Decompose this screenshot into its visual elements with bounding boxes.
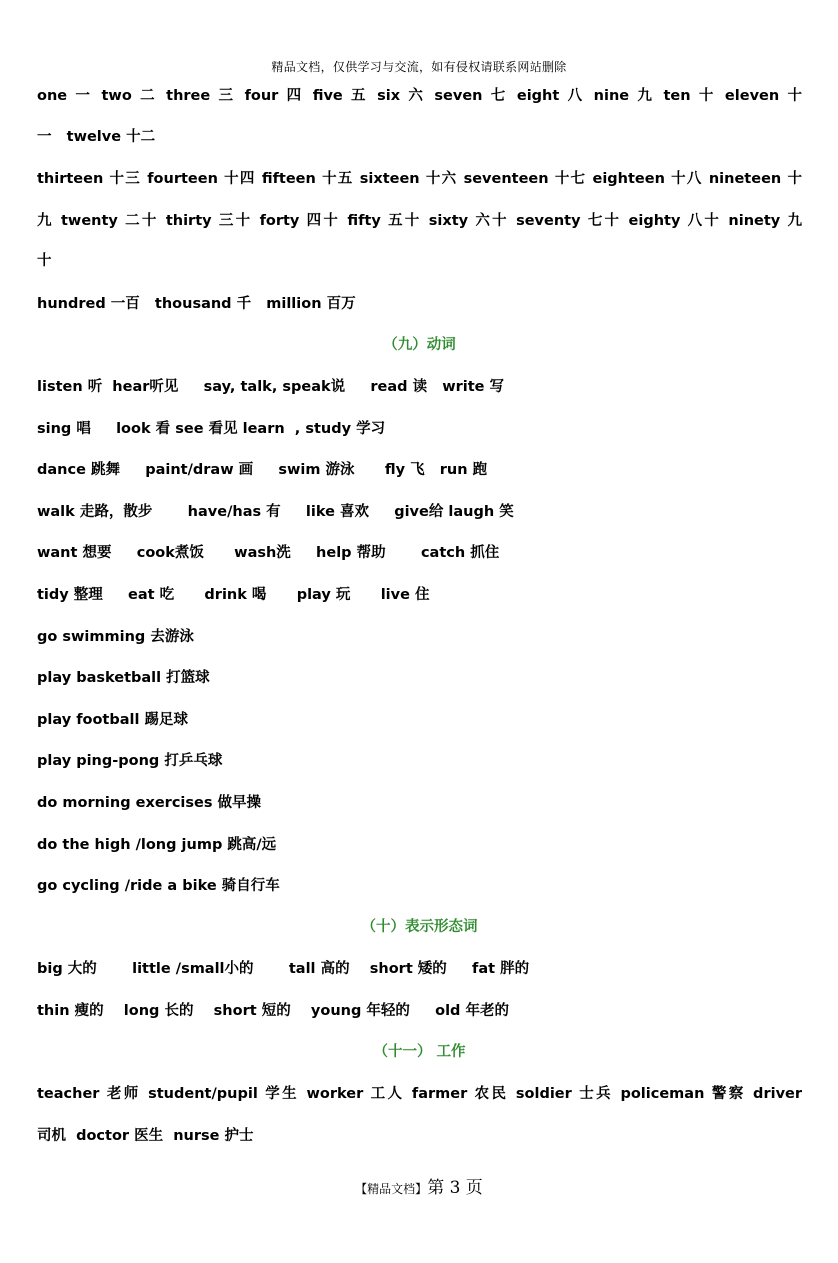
verbs-line-8: play basketball 打篮球: [37, 670, 210, 686]
verbs-line-3: dance 跳舞 paint/draw 画 swim 游泳 fly 飞 run 跑: [37, 462, 488, 478]
numbers-line-1: one 一 two 二 three 三 four 四 five 五 six 六 seven 七 eight 八 nine 九 ten 十 eleven 十: [37, 88, 802, 104]
verbs-line-11: do morning exercises 做早操: [37, 795, 262, 811]
verbs-line-7: go swimming 去游泳: [37, 629, 194, 645]
numbers-line-2: 一 twelve 十二: [37, 129, 156, 145]
numbers-line-6: hundred 一百 thousand 千 million 百万: [37, 296, 356, 312]
verbs-line-5: want 想要 cook煮饭 wash洗 help 帮助 catch 抓住: [37, 545, 500, 561]
document-header: 精品文档，仅供学习与交流，如有侵权请联系网站删除: [271, 60, 567, 74]
adjectives-line-1: big 大的 little /small小的 tall 高的 short 矮的 fat 胖的: [37, 961, 530, 977]
footer-tag: 【精品文档】: [355, 1182, 428, 1196]
verbs-line-1: listen 听 hear听见 say, talk, speak说 read 读 write 写: [37, 379, 505, 395]
verbs-line-12: do the high /long jump 跳高/远: [37, 837, 277, 853]
verbs-line-10: play ping-pong 打乒乓球: [37, 753, 223, 769]
page-number: 第 3 页: [427, 1178, 483, 1198]
verbs-line-6: tidy 整理 eat 吃 drink 喝 play 玩 live 住: [37, 587, 430, 603]
jobs-line-2: 司机 doctor 医生 nurse 护士: [37, 1128, 254, 1144]
section-title-jobs: （十一） 工作: [373, 1044, 466, 1060]
verbs-line-13: go cycling /ride a bike 骑自行车: [37, 878, 280, 894]
numbers-line-3: thirteen 十三 fourteen 十四 fifteen 十五 sixteen 十六 seventeen 十七 eighteen 十八 nineteen 十: [37, 171, 802, 187]
verbs-line-4: walk 走路，散步 have/has 有 like 喜欢 give给 laugh 笑: [37, 504, 514, 520]
verbs-line-2: sing 唱 look 看 see 看见 learn , study 学习: [37, 421, 386, 437]
jobs-line-1: teacher 老师 student/pupil 学生 worker 工人 farmer 农民 soldier 士兵 policeman 警察 driver: [37, 1086, 802, 1102]
page-footer: [0, 1173, 838, 1198]
section-title-adjectives: （十）表示形态词: [361, 919, 478, 935]
section-title-verbs: （九）动词: [383, 337, 456, 353]
numbers-line-5: 十: [37, 253, 52, 269]
verbs-line-9: play football 踢足球: [37, 712, 189, 728]
numbers-line-4: 九 twenty 二十 thirty 三十 forty 四十 fifty 五十 sixty 六十 seventy 七十 eighty 八十 ninety 九: [37, 213, 802, 229]
adjectives-line-2: thin 瘦的 long 长的 short 短的 young 年轻的 old 年老的: [37, 1003, 509, 1019]
